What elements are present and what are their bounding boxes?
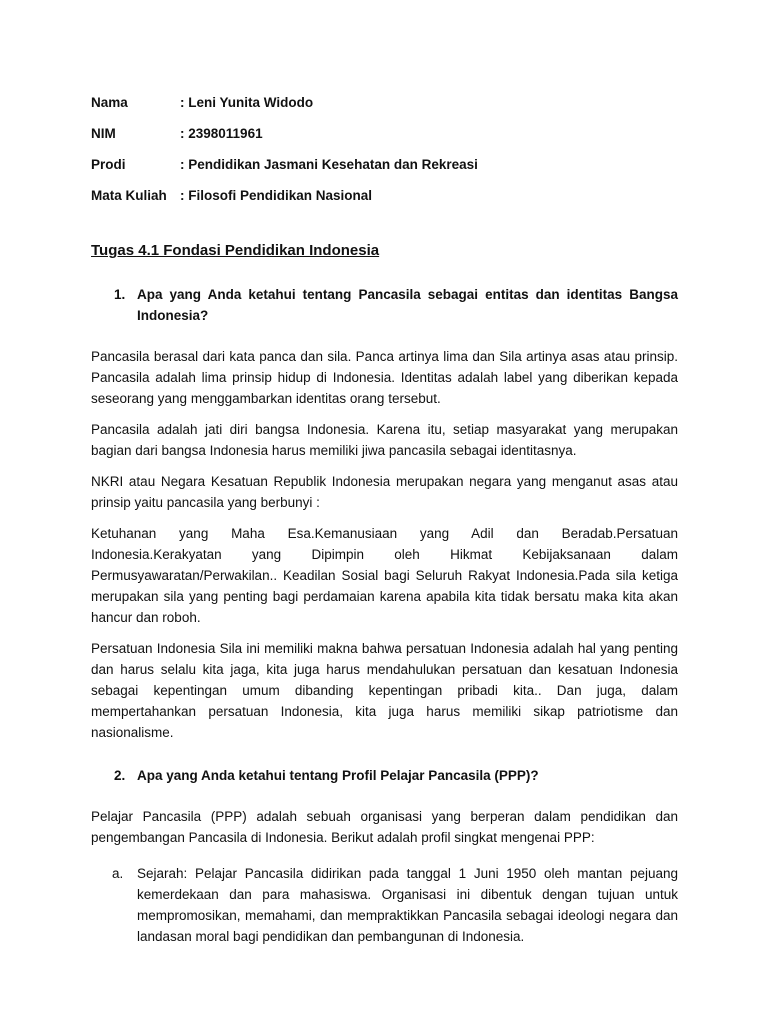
info-value: : Filosofi Pendidikan Nasional: [180, 188, 373, 203]
list-item: [91, 863, 678, 947]
answer-paragraph: Pancasila adalah jati diri bangsa Indonesia. Karena itu, setiap masyarakat yang merupakan bagian dari bangsa Indonesia harus memiliki jiwa pancasila sebagai identitasnya.: [91, 422, 678, 458]
question-number: 2.: [114, 768, 126, 783]
info-row-mata-kuliah: [91, 185, 478, 216]
info-row-prodi: [91, 154, 478, 185]
question-text: Apa yang Anda ketahui tentang Profil Pelajar Pancasila (PPP)?: [137, 768, 539, 783]
answer-paragraph: NKRI atau Negara Kesatuan Republik Indonesia merupakan negara yang menganut asas atau prinsip yaitu pancasila yang berbunyi :: [91, 474, 678, 510]
info-row-nama: [91, 92, 478, 123]
info-row-nim: [91, 123, 478, 154]
answer-paragraph: Pancasila berasal dari kata panca dan sila. Panca artinya lima dan Sila artinya asas atau prinsip. Pancasila adalah lima prinsip hidup di Indonesia. Identitas adalah label yang diberikan kepada seseorang yang menggambarkan identitas orang tersebut.: [91, 349, 678, 406]
question-text: Apa yang Anda ketahui tentang Pancasila sebagai entitas dan identitas Bangsa Indonesia?: [137, 287, 678, 323]
question-1: [91, 284, 678, 326]
document-body: [91, 92, 678, 947]
answer-paragraph: Ketuhanan yang Maha Esa.Kemanusiaan yang Adil dan Beradab.Persatuan Indonesia.Kerakyatan yang Dipimpin oleh Hikmat Kebijaksanaan dalam Permusyawaratan/Perwakilan.. Keadilan Sosial bagi Seluruh Rakyat Indonesia.Pada sila ketiga merupakan sila yang penting bagi perdamaian karena apabila kita tidak bersatu maka kita akan hancur dan roboh.: [91, 526, 678, 625]
question-2: [91, 765, 678, 786]
info-label: Mata Kuliah: [91, 188, 167, 203]
info-value: : Leni Yunita Widodo: [180, 95, 314, 110]
info-value: : Pendidikan Jasmani Kesehatan dan Rekreasi: [180, 157, 478, 172]
question-number: 1.: [114, 287, 126, 302]
info-value: : 2398011961: [180, 126, 263, 141]
list-item-letter: a.: [112, 866, 124, 881]
info-label: Nama: [91, 95, 128, 110]
student-info-table: [91, 92, 478, 216]
info-label: Prodi: [91, 157, 126, 172]
answer-paragraph: Pelajar Pancasila (PPP) adalah sebuah organisasi yang berperan dalam pendidikan dan pengembangan Pancasila di Indonesia. Berikut adalah profil singkat mengenai PPP:: [91, 809, 678, 845]
info-label: NIM: [91, 126, 116, 141]
document-title: Tugas 4.1 Fondasi Pendidikan Indonesia: [91, 242, 380, 259]
answer-paragraph: Persatuan Indonesia Sila ini memiliki makna bahwa persatuan Indonesia adalah hal yang penting dan harus selalu kita jaga, kita juga harus mendahulukan persatuan dan kesatuan Indonesia sebagai kepentingan umum dibanding kepentingan pribadi kita.. Dan juga, dalam mempertahankan persatuan Indonesia, kita juga harus memiliki sikap patriotisme dan nasionalisme.: [91, 641, 678, 740]
list-item-text: Sejarah: Pelajar Pancasila didirikan pada tanggal 1 Juni 1950 oleh mantan pejuang kemerdekaan dan para mahasiswa. Organisasi ini dibentuk dengan tujuan untuk mempromosikan, memahami, dan mempraktikkan Pancasila sebagai ideologi negara dan landasan moral bagi pendidikan dan pembangunan di Indonesia.: [137, 866, 678, 944]
